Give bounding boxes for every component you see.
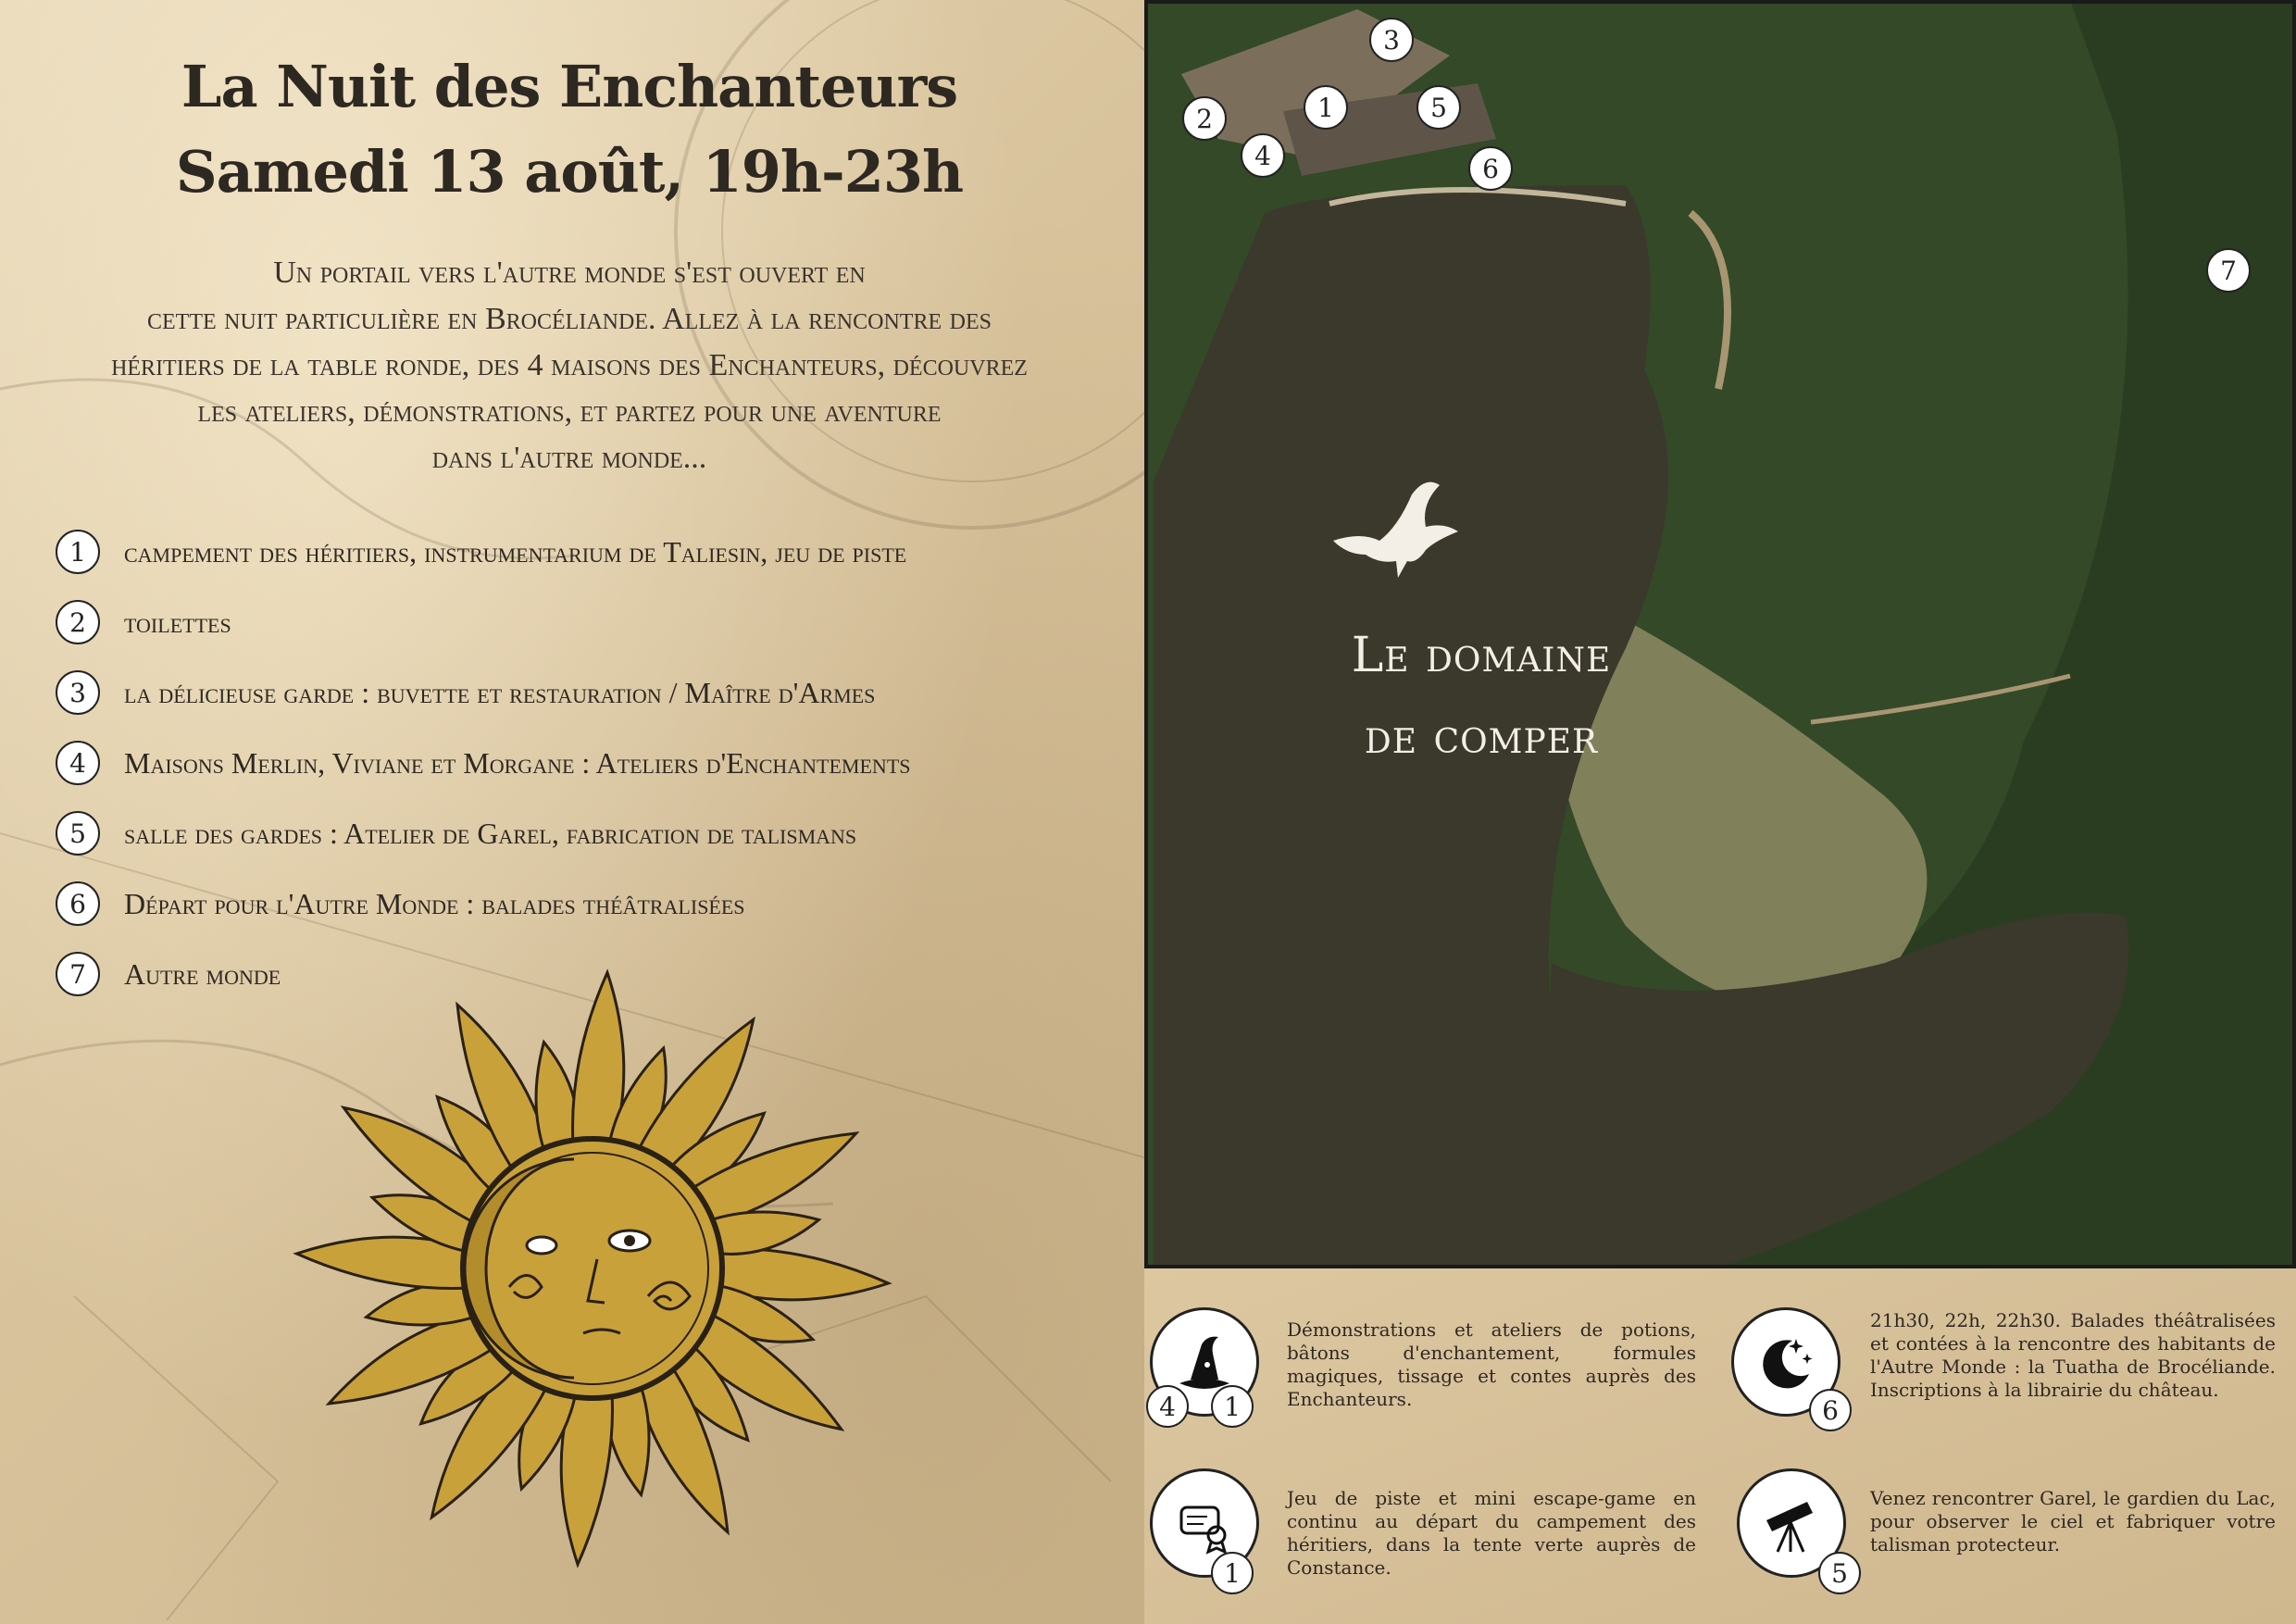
legend-number-badge: 2: [56, 600, 100, 644]
map-title-line-2: de comper: [1364, 709, 1599, 765]
legend-item: [56, 657, 1092, 728]
legend-number-badge: 7: [56, 952, 100, 996]
info-text: Venez rencontrer Garel, le gardien du Lac, pour observer le ciel et fabriquer votre talisman protecteur.: [1870, 1487, 2276, 1555]
info-badge-4: 4: [1146, 1385, 1189, 1428]
info-block-escape-game: [1144, 1452, 1718, 1624]
intro-line: héritiers de la table ronde, des 4 maisons des Enchanteurs, découvrez: [111, 348, 1028, 382]
legend-number-badge: 3: [56, 670, 100, 715]
legend-number-badge: 6: [56, 881, 100, 926]
legend-number-badge: 1: [56, 530, 100, 574]
intro-line: cette nuit particulière en Brocéliande. Allez à la rencontre des: [147, 302, 992, 336]
info-badge-5: 5: [1818, 1552, 1861, 1594]
parchment-background: [0, 0, 1144, 1624]
map-marker-6: 6: [1468, 146, 1513, 191]
legend-item: [56, 587, 1092, 657]
map-marker-4: 4: [1241, 133, 1285, 178]
legend-text: salle des gardes : Atelier de Garel, fabrication de talismans: [124, 816, 857, 850]
info-badge-6: 6: [1809, 1389, 1852, 1431]
info-block-garel: [1700, 1452, 2296, 1624]
info-text: 21h30, 22h, 22h30. Balades théâtralisées et contées à la rencontre des habitants de l'Autre Monde : la Tuatha de Brocéliande. Inscriptions à la librairie du château.: [1870, 1309, 2276, 1401]
legend-text: Départ pour l'Autre Monde : balades théâtralisées: [124, 886, 745, 920]
intro-line: les ateliers, démonstrations, et partez pour une aventure: [197, 394, 942, 429]
legend-text: campement des héritiers, instrumentarium de Taliesin, jeu de piste: [124, 534, 907, 568]
legend-item: [56, 868, 1092, 939]
sun-moon-illustration: [278, 954, 907, 1583]
intro-paragraph: [46, 250, 1092, 481]
map-title-line-1: Le domaine: [1351, 628, 1612, 683]
legend-text: toilettes: [124, 605, 231, 639]
legend-item: [56, 798, 1092, 868]
info-text: Démonstrations et ateliers de potions, bâtons d'enchantement, formules magiques, tissage et contes auprès des Enchanteurs.: [1287, 1318, 1696, 1410]
legend-item: [56, 517, 1092, 587]
info-block-workshops: [1144, 1268, 1718, 1454]
legend-text: Autre monde: [124, 956, 281, 991]
map-title: [1250, 615, 1713, 778]
legend-text: Maisons Merlin, Viviane et Morgane : Ateliers d'Enchantements: [124, 745, 911, 780]
legend-text: la délicieuse garde : buvette et restauration / Maître d'Armes: [124, 675, 876, 709]
legend-number-badge: 4: [56, 741, 100, 785]
title-line-1: La Nuit des Enchanteurs: [181, 53, 958, 120]
info-badge-1: 1: [1211, 1552, 1254, 1594]
map-marker-7: 7: [2206, 248, 2251, 293]
intro-line: Un portail vers l'autre monde s'est ouvert en: [273, 256, 866, 290]
title-line-2: Samedi 13 août, 19h-23h: [175, 138, 964, 206]
bird-icon: [1324, 476, 1463, 587]
aerial-map: [1144, 0, 2296, 1268]
info-block-walks: [1700, 1268, 2296, 1454]
info-text: Jeu de piste et mini escape-game en continu au départ du campement des héritiers, dans la tente verte auprès de Constance.: [1287, 1487, 1696, 1579]
legend-number-badge: 5: [56, 811, 100, 856]
map-marker-3: 3: [1369, 18, 1414, 62]
map-marker-2: 2: [1182, 96, 1227, 141]
map-legend: [56, 517, 1092, 1009]
info-panel: [1144, 1268, 2296, 1624]
intro-line: dans l'autre monde...: [431, 441, 707, 475]
legend-item: [56, 728, 1092, 798]
event-title: [56, 44, 1083, 215]
info-badge-1: 1: [1211, 1385, 1254, 1428]
map-marker-1: 1: [1304, 85, 1348, 130]
map-marker-5: 5: [1416, 85, 1461, 130]
